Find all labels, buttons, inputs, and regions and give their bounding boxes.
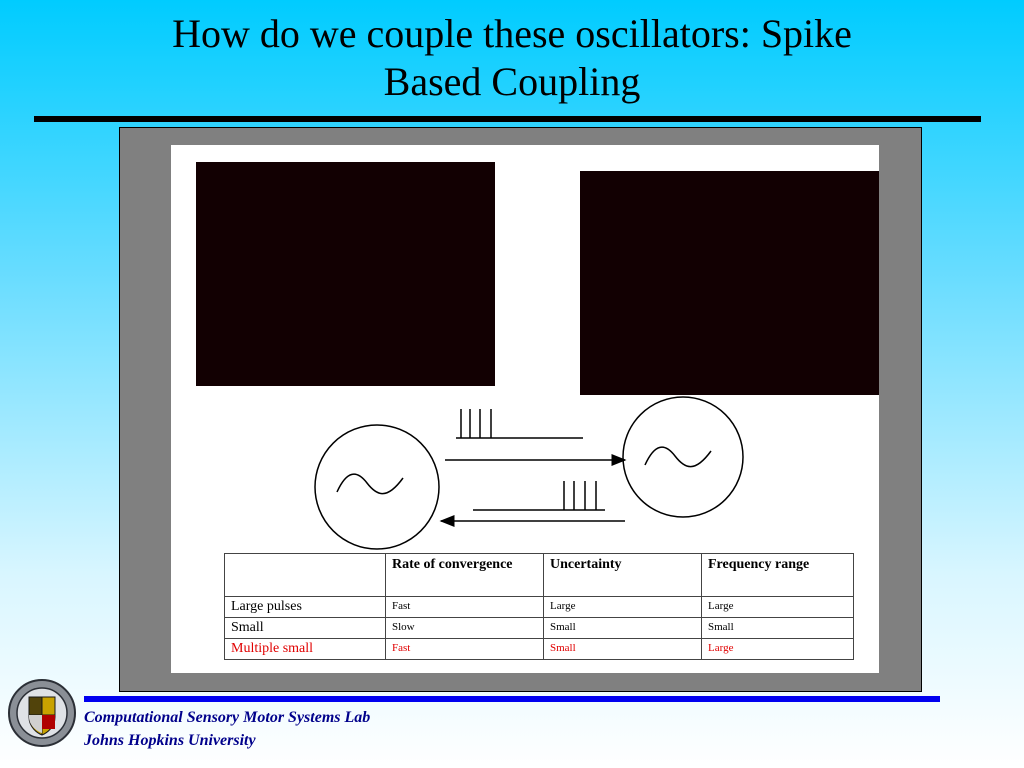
table-header-row xyxy=(225,554,854,597)
table-header-cell: Rate of convergence xyxy=(386,554,544,597)
table-cell: Small xyxy=(544,639,702,660)
row-label: Small xyxy=(225,618,386,639)
right-oscillator xyxy=(623,397,743,517)
table-cell: Large xyxy=(544,597,702,618)
table-row xyxy=(225,618,854,639)
table-cell: Fast xyxy=(386,597,544,618)
figure-canvas xyxy=(171,145,879,673)
university-seal-icon xyxy=(7,673,77,753)
table-header-cell xyxy=(225,554,386,597)
table-header-cell: Frequency range xyxy=(702,554,854,597)
top-spike-train xyxy=(456,409,583,438)
table-cell: Slow xyxy=(386,618,544,639)
coupling-comparison-table xyxy=(224,553,854,660)
table-row xyxy=(225,597,854,618)
table-cell: Small xyxy=(702,618,854,639)
footer-university-name: Johns Hopkins University xyxy=(84,732,256,749)
table-row-highlighted xyxy=(225,639,854,660)
figure-frame xyxy=(119,127,922,692)
row-label: Large pulses xyxy=(225,597,386,618)
footer-lab-name: Computational Sensory Motor Systems Lab xyxy=(84,709,371,726)
table-cell: Small xyxy=(544,618,702,639)
left-oscillator xyxy=(315,425,439,549)
row-label: Multiple small xyxy=(225,639,386,660)
footer-divider xyxy=(84,696,940,702)
bottom-spike-train xyxy=(473,481,605,510)
slide-title-line2: Based Coupling xyxy=(383,59,641,104)
slide-title xyxy=(60,10,964,106)
table-cell: Large xyxy=(702,639,854,660)
title-divider xyxy=(34,116,981,122)
table-cell: Fast xyxy=(386,639,544,660)
table-header-cell: Uncertainty xyxy=(544,554,702,597)
table-cell: Large xyxy=(702,597,854,618)
slide-title-line1: How do we couple these oscillators: Spike xyxy=(172,11,852,56)
